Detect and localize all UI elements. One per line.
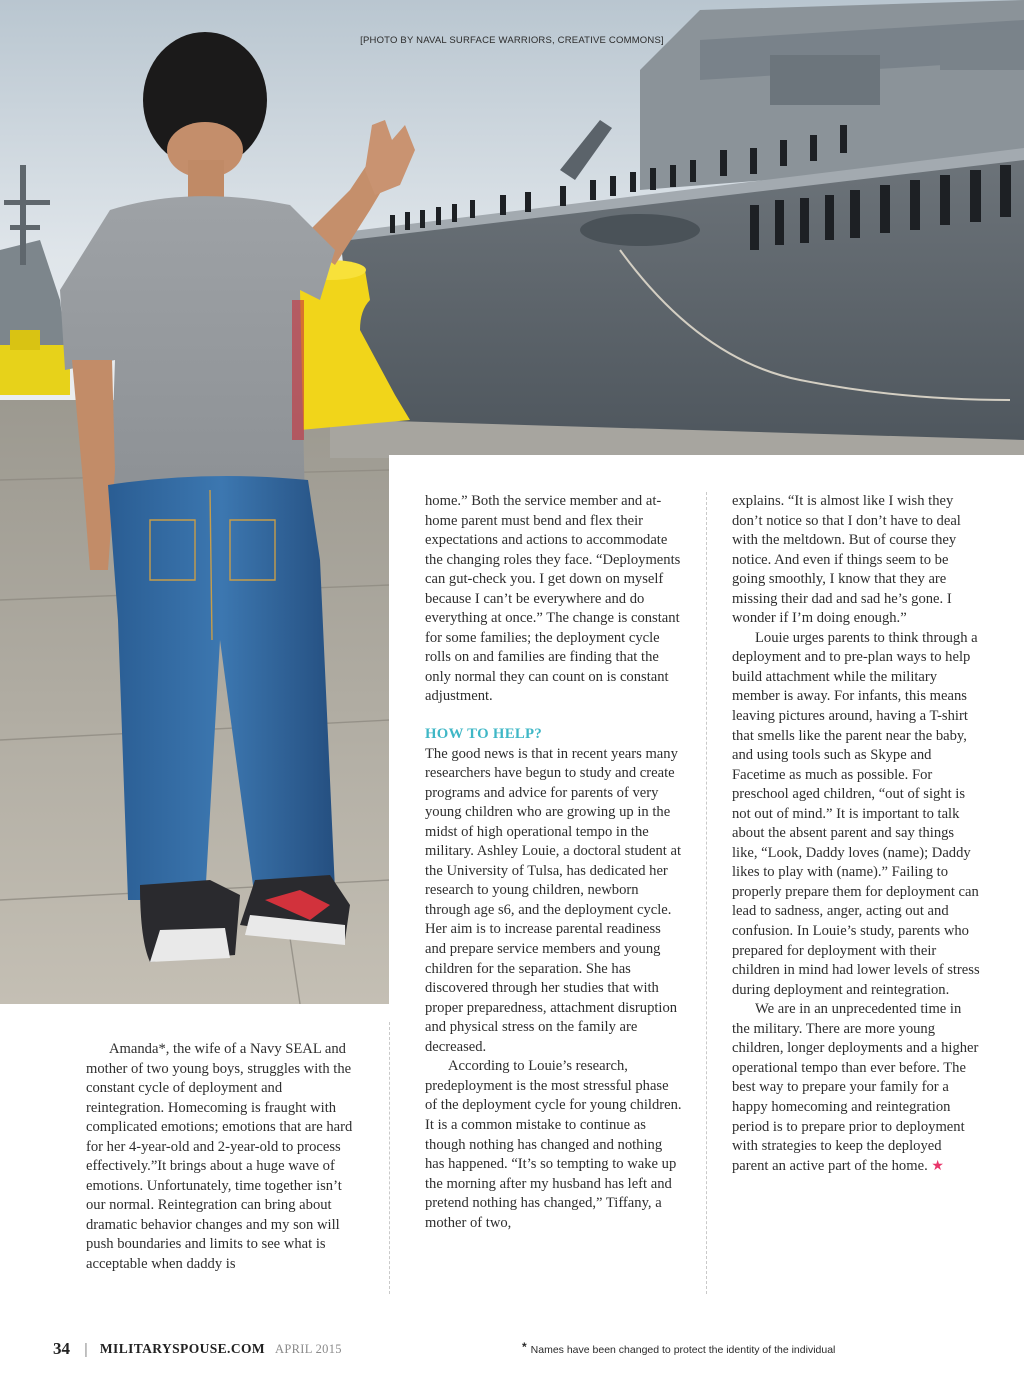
issue-date: APRIL 2015 [275,1341,342,1356]
footnote-text: Names have been changed to protect the identity of the individual [530,1344,836,1356]
paragraph: Louie urges parents to think through a deployment and to pre-plan ways to help build attachment while the military member is away. For infants, this means leaving pictures around, having a T-shirt that smells like the parent near the baby, and using tools such as Skype and Facetime as much as possible. For preschool aged children, “out of sight is not out of mind.” It is important to talk about the absent parent and say things like, “Look, Daddy loves (name); Daddy likes to play with (name).” Failing to properly prepare them for deployment can lead to sadness, anger, acting out and confusion. In Louie’s study, parents who prepared for deployment with their children in mind had lower levels of stress during deployment and reintegration. [732,629,980,998]
section-heading: HOW TO HELP? [425,726,543,743]
end-star-icon: ★ [931,1158,944,1174]
article-column-3 [732,492,980,1176]
footnote-mark: * [522,1340,527,1354]
column-divider [389,1022,390,1294]
paragraph: The good news is that in recent years many researchers have begun to study and create programs and advice for parents of very young children who are growing up in the midst of high operational tempo in the military. Ashley Louie, a doctoral student at the University of Tulsa, has dedicated her research to young children, newborn through age s6, and the deployment cycle. Her aim is to increase parental readiness and prepare service members and young children for the separation. She has discovered through her studies that with proper preparedness, attachment disruption and physical stress on the family are decreased. [425,745,682,1055]
paragraph: explains. “It is almost like I wish they don’t notice so that I don’t have to deal with the meltdown. But of course they notice. And even if things seem to be going smoothly, I know that they are missing their dad and sad he’s gone. I wonder if I’m doing enough.” [732,493,961,627]
article-column-1 [86,1040,358,1275]
footnote [522,1340,835,1356]
page-number: 34 [53,1339,70,1358]
photo-credit: [PHOTO BY NAVAL SURFACE WARRIORS, CREATIVE COMMONS] [360,35,664,46]
paragraph: Amanda*, the wife of a Navy SEAL and mother of two young boys, struggles with the constant cycle of deployment and reintegration. Homecoming is fraught with complicated emotions; emotions that are hard for her 4-year-old and 2-year-old to process effectively.”It brings about a huge wave of emotions. Unfortunately, time together isn’t our normal. Reintegration can bring about dramatic behavior changes and my son will push boundaries and limits to see what is acceptable when daddy is [86,1041,353,1273]
paragraph [732,1000,980,1176]
site-link[interactable]: MILITARYSPOUSE.COM [99,1341,266,1356]
footer-separator: | [84,1340,88,1358]
paragraph-text: We are in an unprecedented time in the military. There are more young children, longer deployments and a higher operational tempo than ever before. The best way to prepare your family for a happy homecoming and reintegration period is to prepare prior to deployment with strategies to keep the deployed parent an active part of the home. [732,1001,979,1174]
article-column-2 [425,492,683,1233]
column-divider [706,492,707,1294]
paragraph: home.” Both the service member and at-home parent must bend and flex their expectations and actions to accommodate the changing roles they face. “Deployments can gut-check you. I get down on myself because I can’t be everywhere and do everything at once.” The change is constant for some families; the deployment cycle rolls on and families are finding that the only normal they can count on is constant adjustment. [425,493,681,705]
page-footer [53,1338,342,1360]
paragraph: According to Louie’s research, predeployment is the most stressful phase of the deployment cycle for young children. It is a common mistake to continue as though nothing has changed and nothing has happened. “It’s so tempting to wake up the morning after my husband has left and pretend nothing has changed,” Tiffany, a mother of two, [425,1058,682,1231]
